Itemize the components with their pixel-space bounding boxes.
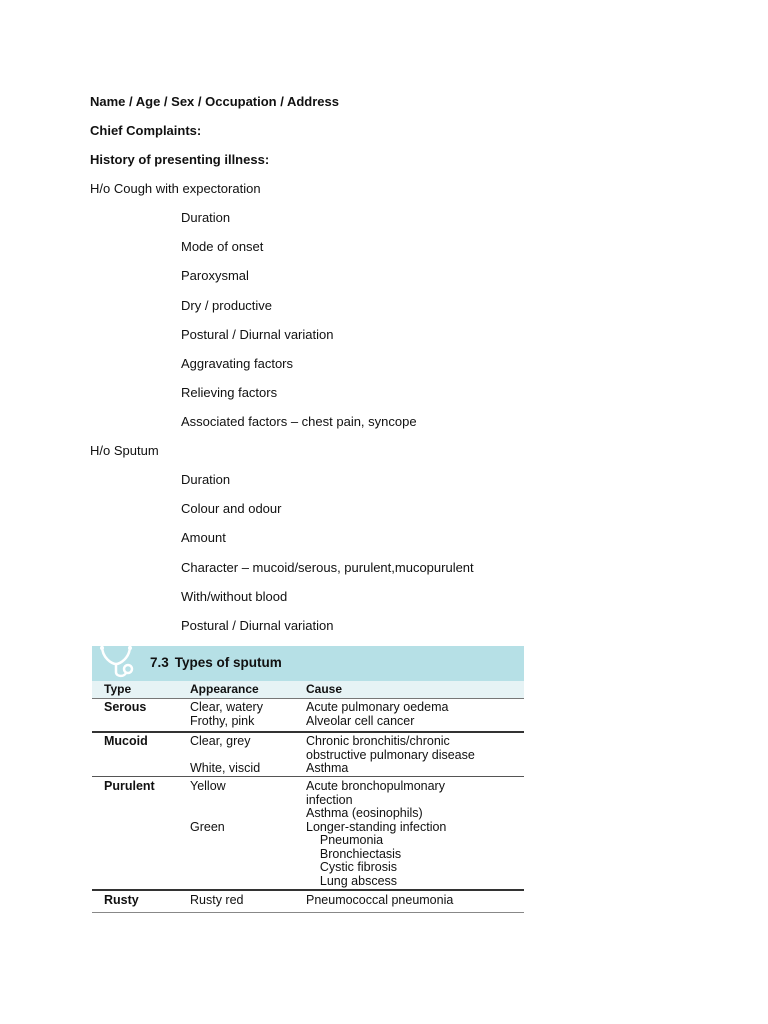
row-serous-appearance: Clear, watery Frothy, pink — [190, 700, 263, 728]
sputum-item: Character – mucoid/serous, purulent,mucopurulent — [181, 560, 474, 575]
row-rusty-type: Rusty — [104, 893, 139, 907]
cough-item: Paroxysmal — [181, 268, 249, 283]
sputum-item: Amount — [181, 530, 226, 545]
row-mucoid-type: Mucoid — [104, 734, 148, 748]
table-title-text: Types of sputum — [174, 655, 282, 670]
column-header-appearance: Appearance — [190, 682, 259, 696]
sputum-item: Postural / Diurnal variation — [181, 618, 334, 633]
cough-item: Postural / Diurnal variation — [181, 327, 334, 342]
table-bottom-border — [92, 912, 524, 913]
cough-item: Relieving factors — [181, 385, 278, 400]
table-title — [150, 655, 282, 670]
row-purulent-appearance: Yellow Green — [190, 779, 226, 834]
sputum-section-title: H/o Sputum — [90, 443, 159, 458]
column-header-cause: Cause — [306, 682, 343, 696]
cough-item: Mode of onset — [181, 239, 264, 254]
row-purulent-type: Purulent — [104, 779, 155, 793]
heading-history-presenting-illness: History of presenting illness: — [90, 152, 270, 167]
cough-item: Dry / productive — [181, 298, 273, 313]
row-mucoid-cause: Chronic bronchitis/chronic obstructive pulmonary disease Asthma — [306, 734, 475, 775]
stethoscope-icon — [96, 646, 138, 681]
row-rusty-appearance: Rusty red — [190, 893, 244, 907]
row-mucoid-appearance: Clear, grey White, viscid — [190, 734, 261, 775]
sputum-item: Colour and odour — [181, 501, 282, 516]
heading-chief-complaints: Chief Complaints: — [90, 123, 202, 138]
sputum-types-table — [92, 646, 524, 914]
cough-section-title: H/o Cough with expectoration — [90, 181, 261, 196]
cough-item: Duration — [181, 210, 231, 225]
row-serous-type: Serous — [104, 700, 147, 714]
table-header-bar — [92, 646, 524, 682]
table-number: 7.3 — [150, 655, 169, 670]
column-header-type: Type — [104, 682, 132, 696]
sputum-item: With/without blood — [181, 589, 288, 604]
row-purulent-cause: Acute bronchopulmonary infection Asthma (eosinophils) Longer-standing infection Pneumonia Bronchiectasis Cystic fibrosis Lung abscess — [306, 779, 447, 888]
table-column-headers — [92, 681, 524, 699]
row-divider — [92, 889, 524, 891]
row-divider — [92, 731, 524, 733]
cough-item: Aggravating factors — [181, 356, 294, 371]
cough-item: Associated factors – chest pain, syncope — [181, 414, 417, 429]
row-serous-cause: Acute pulmonary oedema Alveolar cell cancer — [306, 700, 449, 728]
row-divider — [92, 776, 524, 777]
sputum-item: Duration — [181, 472, 231, 487]
heading-name-age-sex: Name / Age / Sex / Occupation / Address — [90, 94, 339, 109]
row-rusty-cause: Pneumococcal pneumonia — [306, 893, 454, 907]
